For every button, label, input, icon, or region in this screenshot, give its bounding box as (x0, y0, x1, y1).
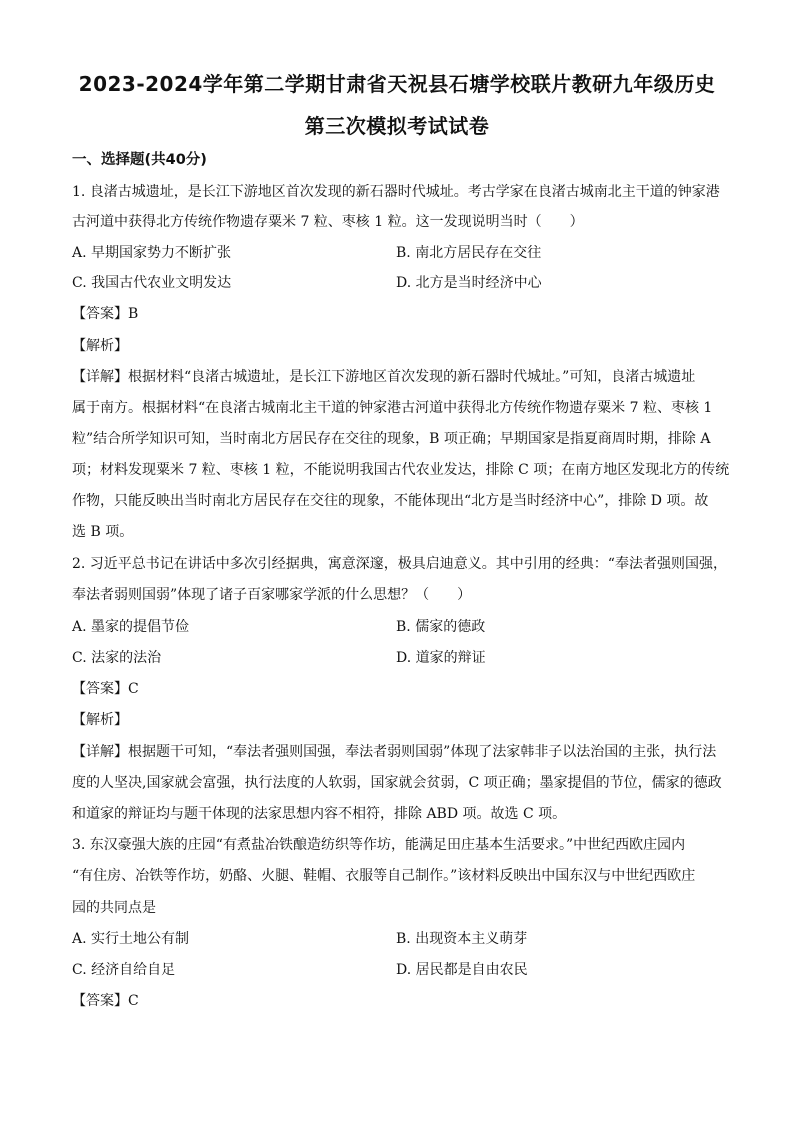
q3-answer: 【答案】C (72, 993, 139, 1009)
q1-option-b: B. 南北方居民存在交往 (396, 245, 542, 261)
q1-answer: 【答案】B (72, 306, 139, 322)
q2-option-c: C. 法家的法治 (72, 650, 162, 666)
q2-detail-line: 和道家的辩证均与题干体现的法家思想内容不相符，排除 ABD 项。故选 C 项。 (72, 806, 567, 822)
q1-detail-line: 选 B 项。 (72, 524, 134, 540)
q3-option-c: C. 经济自给自足 (72, 962, 176, 978)
q1-detail-line: 属于南方。根据材料“在良渚古城南北主干道的钟家港古河道中获得北方传统作物遗存粟米 7 粒、枣核 1 (72, 400, 713, 416)
q1-analysis-label: 【解析】 (72, 338, 128, 354)
q1-detail-line: 粒”结合所学知识可知，当时南北方居民存在交往的现象，B 项正确；早期国家是指夏商周时期，排除 A (72, 431, 711, 447)
q1-detail-line: 【详解】根据材料“良渚古城遗址，是长江下游地区首次发现的新石器时代城址。”可知，良渚古城遗址 (72, 369, 696, 385)
section-heading: 一、选择题(共40分) (72, 152, 207, 168)
q3-stem-line: 3. 东汉豪强大族的庄园“有煮盐冶铁酿造纺织等作坊，能满足田庄基本生活要求。”中世纪西欧庄园内 (72, 837, 686, 853)
q3-stem-line: “有住房、冶铁等作坊，奶酪、火腿、鞋帽、衣服等自己制作。”该材料反映出中国东汉与中世纪西欧庄 (72, 868, 696, 884)
q2-answer: 【答案】C (72, 681, 139, 697)
q1-option-c: C. 我国古代农业文明发达 (72, 275, 232, 291)
q2-stem-line: 2. 习近平总书记在讲话中多次引经据典，寓意深邃，极具启迪意义。其中引用的经典：“奉法者强则国强， (72, 556, 727, 572)
q1-stem-line: 1. 良渚古城遗址，是长江下游地区首次发现的新石器时代城址。考古学家在良渚古城南北主干道的钟家港 (72, 184, 720, 200)
q1-detail-line: 项；材料发现粟米 7 粒、枣核 1 粒，不能说明我国古代农业发达，排除 C 项；在南方地区发现北方的传统 (72, 462, 730, 478)
exam-title-line-2: 第三次模拟考试试卷 (304, 114, 490, 138)
exam-title-line-1: 2023-2024学年第二学期甘肃省天祝县石塘学校联片教研九年级历史 (78, 72, 716, 96)
q3-option-a: A. 实行土地公有制 (72, 931, 190, 947)
q3-option-b: B. 出现资本主义萌芽 (396, 931, 528, 947)
q2-stem-line: 奉法者弱则国弱”体现了诸子百家哪家学派的什么思想？（ ） (72, 587, 472, 603)
q1-option-d: D. 北方是当时经济中心 (396, 275, 542, 291)
q2-detail-line: 度的人坚决,国家就会富强，执行法度的人软弱，国家就会贫弱，C 项正确；墨家提倡的节位，儒家的德政 (72, 775, 722, 791)
q1-stem-line: 古河道中获得北方传统作物遗存粟米 7 粒、枣核 1 粒。这一发现说明当时（ ） (72, 214, 584, 230)
q2-option-b: B. 儒家的德政 (396, 619, 486, 635)
q1-detail-line: 作物，只能反映出当时南北方居民存在交往的现象，不能体现出“北方是当时经济中心”，排除 D 项。故 (72, 493, 709, 509)
q2-analysis-label: 【解析】 (72, 712, 128, 728)
q2-detail-line: 【详解】根据题干可知，“奉法者强则国强，奉法者弱则国弱”体现了法家韩非子以法治国的主张，执行法 (72, 744, 717, 760)
q2-option-d: D. 道家的辩证 (396, 650, 486, 666)
q1-option-a: A. 早期国家势力不断扩张 (72, 245, 232, 261)
q2-option-a: A. 墨家的提倡节俭 (72, 619, 190, 635)
q3-stem-line: 园的共同点是 (72, 900, 156, 916)
q3-option-d: D. 居民都是自由农民 (396, 962, 528, 978)
